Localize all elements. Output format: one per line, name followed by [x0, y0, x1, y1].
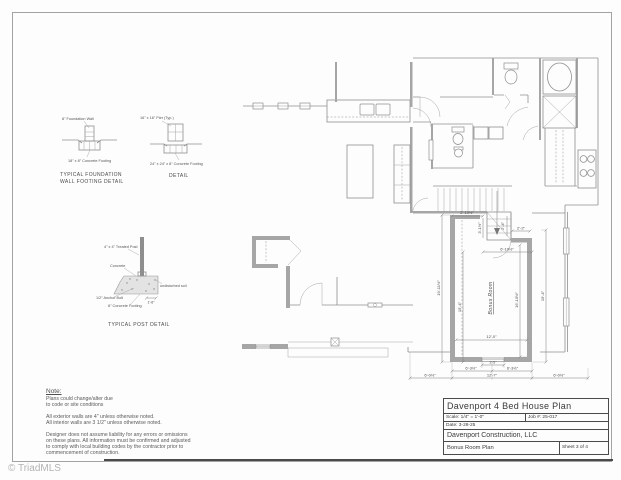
powder-room — [494, 63, 528, 109]
dim-left-outer: 19'-11½" — [436, 280, 441, 296]
left-wall — [286, 266, 290, 308]
toilet-tank — [504, 63, 518, 69]
dim-left-inner: 15'-4" — [457, 301, 462, 313]
pier-footing-detail — [140, 116, 203, 179]
job-number-field: Job #: 25-017 — [528, 415, 558, 420]
dim-stair-width: 2'-10½" — [460, 210, 474, 215]
right-exterior-window-wall — [532, 212, 569, 352]
note-line: to comply with local building codes by the contractor prior to — [46, 444, 184, 450]
post-footing-label: 8" Concrete Footing — [108, 304, 142, 308]
door-fold — [505, 95, 510, 109]
dim-top-opening: 6'-10½" — [500, 246, 514, 252]
linen-cabinet-2 — [489, 127, 503, 139]
hall-door-arc — [507, 107, 528, 126]
hall-wall — [492, 58, 494, 95]
plan-title: Davenport 4 Bed House Plan — [447, 401, 572, 411]
left-stub-wall — [242, 344, 288, 349]
dimension-lines — [409, 214, 590, 381]
foundation-footing-label: 18" x 8" Concrete Footing — [68, 159, 112, 163]
hall-walls — [413, 97, 493, 122]
shower — [543, 96, 576, 128]
closet — [252, 236, 301, 268]
post-dim-label: 1'-6" — [147, 300, 155, 305]
room-label: Bonus Room — [488, 281, 494, 315]
hall-door — [420, 97, 440, 117]
stairs — [413, 186, 512, 258]
hall-bathroom — [429, 124, 473, 169]
post-bolt-label: 1/2" Anchor Bolt — [96, 296, 124, 300]
rear-wall — [290, 277, 413, 307]
dim-bottom-total: 12'-7" — [486, 372, 498, 378]
dim-stair-side: 3'-1½" — [477, 222, 482, 234]
dim-bottom-seg-right: 6'-3½" — [506, 365, 519, 371]
tubroom-left-wall — [539, 58, 541, 140]
toilet-bowl — [453, 134, 463, 145]
watermark: © TriadMLS — [8, 463, 61, 474]
post-label: 4" x 4" Treated Post — [104, 245, 138, 249]
post-caption: TYPICAL POST DETAIL — [108, 322, 170, 328]
sink-bowl — [580, 156, 587, 163]
bonus-right-wall — [527, 238, 532, 362]
note-line: Designer does not assume liability for any errors or omissions — [46, 432, 188, 438]
kitchen-sink — [360, 104, 374, 115]
kitchen-counter — [327, 100, 410, 122]
note-line: to code or site conditions — [46, 402, 104, 408]
window-wall — [243, 103, 327, 109]
company-name: Davenport Construction, LLC — [444, 429, 608, 441]
typical-post-detail — [96, 237, 187, 328]
note-line: on these plans. All information must be confirmed and adjusted — [46, 438, 191, 444]
porch — [288, 338, 413, 357]
pier-label: 16" x 16" Pier (Typ.) — [140, 116, 174, 120]
stair-treads — [438, 188, 504, 211]
rear-door — [300, 283, 322, 305]
dim-landing-side: 2'-4" — [500, 222, 505, 230]
notes-block — [46, 388, 190, 456]
title-block — [443, 398, 609, 455]
bottom-rule — [104, 459, 613, 461]
chase — [545, 128, 577, 186]
note-line: All exterior walls are 4" unless otherwise noted. — [46, 414, 155, 420]
kitchen-door-arc — [413, 108, 431, 127]
notes-heading: Note: — [46, 388, 62, 395]
foundation-caption-line1: TYPICAL FOUNDATION — [60, 172, 122, 178]
kitchen-island — [347, 145, 373, 198]
sheet-number: Sheet 3 of 4 — [559, 442, 608, 454]
dim-bottom-seg-left: 6'-3½" — [465, 365, 477, 371]
bifold-door — [288, 238, 301, 265]
note-line: commencement of construction. — [46, 450, 120, 456]
note-line: Plans could change/alter due — [46, 396, 113, 402]
bath-door-arc — [523, 126, 538, 140]
kitchen-left-wall — [335, 62, 337, 102]
dim-top-gap: 2'-2" — [517, 225, 525, 231]
floor-plan — [242, 58, 598, 380]
foundation-wall-label: 8" Foundation Wall — [62, 117, 94, 121]
note-line: All interior walls are 3 1/2" unless otherwise noted. — [46, 420, 162, 426]
pier-footing-label: 24" x 24" x 8" Concrete Footing — [150, 162, 203, 166]
dim-bottom-off-right: 6'-0½" — [553, 372, 565, 378]
dim-mid-vertical: 16'-10½" — [514, 292, 519, 308]
dim-bottom-window: 2'-5" — [489, 360, 497, 365]
scale-field: Scale: 1/4" = 1'-0" — [444, 414, 526, 421]
right-exterior-wall-upper — [565, 58, 598, 213]
pier-caption: DETAIL — [169, 173, 189, 179]
kitchen-right-wall-upper — [410, 62, 413, 107]
post-footing-symbol — [114, 276, 158, 294]
toilet-bowl — [505, 70, 517, 84]
dim-bottom-inner: 12'-0" — [486, 334, 497, 339]
foundation-caption-line2: WALL FOOTING DETAIL — [60, 179, 124, 185]
toilet-tank — [452, 127, 464, 132]
bathtub — [543, 60, 576, 94]
door-arc — [413, 198, 429, 213]
lower-left-outline — [408, 347, 450, 352]
bonus-left-wall — [450, 215, 455, 362]
post-concrete-label: Concrete — [110, 264, 126, 268]
bath-window — [429, 140, 433, 160]
linen-cabinet — [474, 127, 488, 139]
dim-right-vertical: 19'-4" — [540, 290, 545, 302]
pedestal-sink — [455, 149, 463, 157]
dim-bottom-off-left: 6'-0½" — [424, 372, 436, 378]
sheet-name: Bonus Room Plan — [447, 445, 494, 451]
foundation-wall-footing-detail — [60, 117, 124, 185]
vanity — [578, 150, 596, 188]
date-field: Date: 3-28-25 — [444, 421, 608, 429]
post-soil-label: undisturbed soil — [160, 284, 187, 288]
